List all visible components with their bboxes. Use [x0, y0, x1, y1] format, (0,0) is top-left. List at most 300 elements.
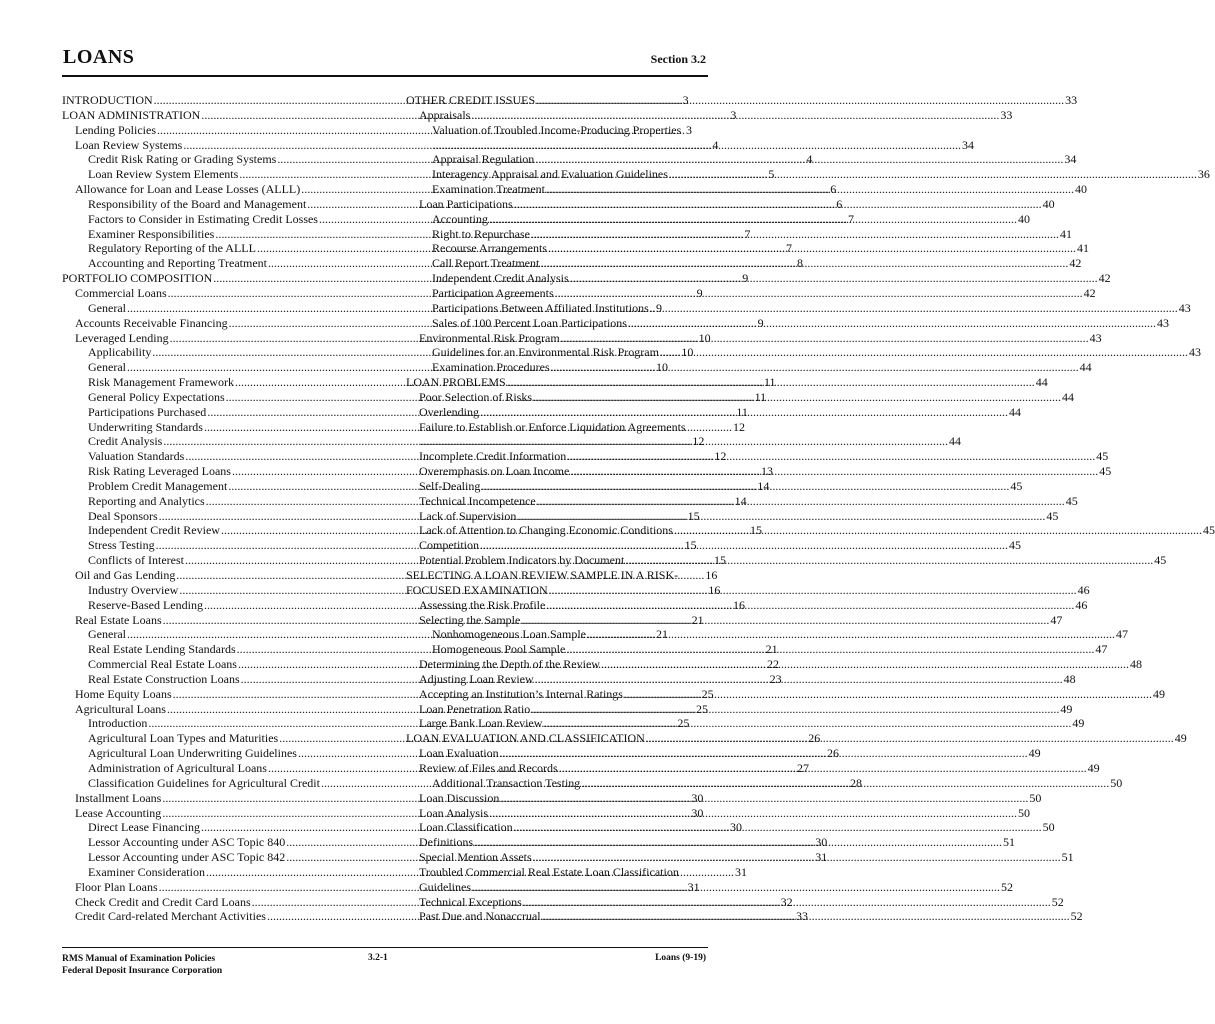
toc-entry-page: 11: [763, 375, 776, 390]
toc-entry-page: 25: [695, 701, 708, 716]
toc-entry-title: Selecting the Sample: [419, 612, 521, 627]
toc-entry[interactable]: [406, 226, 1072, 242]
toc-entry-page: 45: [1154, 553, 1167, 568]
dot-leader: [551, 360, 1079, 375]
toc-entry-title: Potential Problem Indicators by Document: [419, 553, 625, 568]
toc-entry-page: 16: [732, 597, 745, 612]
toc-entry-page: 40: [1042, 196, 1055, 211]
toc-entry[interactable]: [406, 256, 1082, 271]
toc-entry-page: 26: [808, 731, 821, 746]
toc-entry-page: 31: [687, 879, 700, 894]
toc-entry-title: Independent Credit Analysis: [432, 271, 569, 286]
toc-entry-title: Review of Files and Records: [419, 760, 558, 775]
dot-leader: [535, 152, 1063, 167]
toc-entry-title: Administration of Agricultural Loans: [88, 760, 267, 775]
toc-entry-title: INTRODUCTION: [62, 93, 153, 107]
footer-publication: [62, 953, 222, 977]
toc-entry-page: 11: [754, 389, 767, 404]
dot-leader: [674, 523, 1202, 538]
toc-entry-page: 3: [686, 122, 692, 137]
dot-leader: [420, 434, 948, 449]
dot-leader: [549, 583, 1077, 598]
toc-entry-title: Valuation Standards: [88, 449, 185, 464]
dot-leader: [546, 182, 1074, 197]
toc-entry-page: 42: [1098, 271, 1111, 286]
toc-entry-title: Interagency Appraisal and Evaluation Guidelines: [432, 167, 668, 182]
toc-entry-page: 28: [849, 775, 862, 790]
toc-entry-title: OTHER CREDIT ISSUES: [406, 93, 536, 107]
dot-leader: [537, 494, 1065, 509]
toc-entry-title: Overlending: [419, 404, 479, 419]
toc-entry-title: Loan Evaluation: [419, 746, 499, 761]
dot-leader: [500, 746, 1028, 761]
toc-entry[interactable]: [62, 434, 705, 449]
toc-entry-title: Loan Review System Elements: [88, 167, 239, 182]
toc-entry[interactable]: [406, 716, 1085, 731]
toc-entry-title: Oil and Gas Lending: [75, 568, 176, 582]
toc-entry-title: General: [88, 360, 126, 375]
toc-entry-title: Loan Classification: [419, 820, 513, 835]
toc-entry-title: Past Due and Nonaccrual: [419, 909, 541, 924]
toc-entry-title: Accounts Receivable Financing: [75, 315, 228, 330]
toc-entry-page: 15: [713, 553, 726, 568]
toc-entry-page: 47: [1050, 612, 1063, 627]
toc-entry-title: Accounting and Reporting Treatment: [88, 256, 267, 271]
toc-entry-title: Lessor Accounting under ASC Topic 840: [88, 835, 286, 850]
toc-entry-page: 34: [962, 137, 974, 152]
dot-leader: [646, 731, 1174, 746]
toc-entry-page: 41: [1076, 241, 1089, 256]
toc-entry-title: Installment Loans: [75, 790, 162, 805]
toc-entry-title: LOAN ADMINISTRATION: [62, 107, 201, 122]
toc-entry-page: 45: [1009, 538, 1021, 553]
toc-entry-page: 50: [1029, 790, 1042, 805]
toc-entry-title: Large Bank Loan Review: [419, 716, 543, 731]
toc-entry-title: Examination Procedures: [432, 360, 550, 375]
toc-entry-page: 40: [1018, 211, 1030, 226]
toc-entry-title: Sales of 100 Percent Loan Participations: [432, 315, 627, 330]
toc-entry-title: Floor Plan Loans: [75, 879, 158, 894]
dot-leader: [650, 301, 1178, 316]
toc-entry-page: 45: [1046, 508, 1059, 523]
toc-entry-page: 26: [826, 746, 839, 761]
toc-entry-page: 45: [1010, 478, 1023, 493]
toc-entry-title: Allowance for Loan and Lease Losses (ALLL): [75, 182, 301, 197]
toc-entry-page: 45: [1099, 464, 1112, 479]
toc-entry-title: Guidelines for an Environmental Risk Program: [432, 345, 659, 360]
chapter-title: LOANS: [63, 46, 135, 68]
dot-leader: [566, 642, 1094, 657]
toc-entry-title: Underwriting Standards: [88, 419, 203, 434]
toc-entry-page: 16: [708, 582, 721, 597]
toc-entry-continuation: [406, 137, 974, 153]
toc-entry-title: Accepting an Institution’s Internal Ratings: [419, 686, 623, 701]
toc-entry[interactable]: [406, 568, 706, 583]
toc-entry-title: Appraisals: [419, 107, 471, 122]
footer-agency-name: Federal Deposit Insurance Corporation: [62, 966, 223, 976]
toc-entry-page: 44: [1079, 360, 1092, 375]
toc-entry-title: Real Estate Construction Loans: [88, 671, 240, 686]
toc-entry-title: Loan Review Systems: [75, 137, 183, 152]
toc-entry-title: General: [88, 627, 126, 642]
toc-entry-title: Commercial Loans: [75, 285, 167, 300]
toc-entry-title: Industry Overview: [88, 582, 179, 597]
toc-entry-title: Regulatory Reporting of the ALLL: [88, 241, 256, 256]
dot-leader: [489, 212, 1017, 227]
dot-leader: [540, 256, 1068, 271]
toc-entry-page: 42: [1069, 256, 1082, 271]
toc-entry-page: 8: [796, 256, 803, 271]
footer-manual-name: RMS Manual of Examination Policies: [62, 954, 216, 964]
toc-entry[interactable]: [406, 345, 1201, 360]
toc-entry-title: Troubled Commercial Real Estate Loan Classification: [419, 864, 679, 879]
toc-entry[interactable]: [406, 182, 1087, 197]
toc-entry[interactable]: [406, 123, 706, 138]
toc-entry-continuation: [406, 879, 1013, 895]
header-rule: [62, 75, 708, 77]
toc-entry-title: Poor Selection of Risks: [419, 389, 532, 404]
toc-entry[interactable]: [406, 211, 1030, 227]
toc-entry-title: Additional Transaction Testing: [432, 775, 581, 790]
toc-entry-page: 12: [692, 434, 705, 449]
toc-entry-title: Lack of Attention to Changing Economic Conditions: [419, 523, 673, 538]
toc-entry-title: Technical Incompetence: [419, 493, 536, 508]
toc-entry-page: 34: [1064, 152, 1077, 167]
toc-entry-title: Agricultural Loan Underwriting Guidelines: [88, 746, 297, 761]
dot-leader: [507, 375, 1035, 390]
toc-entry-title: Failure to Establish or Enforce Liquidation Agreements: [419, 419, 686, 434]
toc-entry[interactable]: [406, 241, 1089, 256]
toc-entry-title-continued: FOCUSED EXAMINATION: [406, 582, 548, 597]
toc-entry-page: 4: [712, 137, 719, 152]
toc-entry-page: 9: [742, 271, 749, 286]
toc-entry-title: Examiner Responsibilities: [88, 226, 215, 241]
dot-leader: [570, 271, 1098, 286]
dot-leader: [548, 241, 1076, 256]
toc-entry-page: 16: [705, 568, 718, 582]
toc-entry-title: Classification Guidelines for Agricultural Credit: [88, 775, 320, 790]
toc-entry-page: 52: [1051, 894, 1064, 909]
toc-entry-title: Special Mention Assets: [419, 850, 532, 865]
toc-entry-title: Leveraged Lending: [75, 330, 169, 345]
toc-entry-title: Responsibility of the Board and Management: [88, 196, 307, 211]
toc-entry-title: Appraisal Regulation: [432, 152, 535, 167]
dot-leader: [472, 880, 1000, 895]
toc-entry-title: Home Equity Loans: [75, 686, 172, 701]
toc-entry-page: 49: [1072, 716, 1085, 731]
toc-entry-title: Participations Between Affiliated Institutions: [432, 300, 649, 315]
dot-leader: [471, 108, 999, 123]
toc-entry-page: 5: [768, 167, 775, 182]
toc-entry-page: 21: [655, 627, 668, 642]
toc-entry[interactable]: [406, 300, 1191, 316]
dot-leader: [533, 850, 1061, 865]
toc-entry-title: Lease Accounting: [75, 805, 162, 820]
dot-leader: [489, 806, 1017, 821]
toc-entry-title: Recourse Arrangements: [432, 241, 547, 256]
toc-entry[interactable]: [62, 137, 719, 153]
toc-entry-page: 30: [729, 820, 742, 835]
toc-entry-title: Commercial Real Estate Loans: [88, 657, 237, 672]
dot-leader: [542, 909, 1070, 924]
dot-leader: [531, 702, 1059, 717]
toc-entry-page: 49: [1028, 746, 1041, 761]
dot-leader: [517, 509, 1045, 524]
toc-entry[interactable]: [406, 865, 706, 880]
toc-entry-title: Adjusting Loan Review: [419, 671, 534, 686]
toc-entry-page: 51: [1003, 835, 1015, 850]
dot-leader: [500, 791, 1028, 806]
toc-entry-page: 49: [1060, 701, 1073, 716]
toc-entry-page: 21: [691, 612, 704, 627]
toc-entry-title: Environmental Risk Program: [419, 330, 560, 345]
toc-entry-page: 3: [730, 107, 737, 122]
toc-entry-page: 23: [769, 671, 782, 686]
toc-entry[interactable]: [406, 805, 1030, 821]
toc-entry-page: 10: [698, 330, 711, 345]
toc-entry-page: 7: [847, 211, 854, 226]
toc-entry-page: 13: [760, 464, 773, 479]
toc-entry-page: 33: [1000, 107, 1013, 122]
dot-leader: [624, 687, 1152, 702]
toc-entry-title: Definitions: [419, 835, 473, 850]
toc-entry-title: Lending Policies: [75, 122, 156, 137]
toc-entry-page: 33: [795, 909, 808, 924]
toc-entry[interactable]: [406, 538, 1021, 553]
toc-entry-title: Loan Analysis: [419, 805, 488, 820]
toc-entry-page: 6: [836, 196, 843, 211]
toc-entry-page: 32: [780, 894, 793, 909]
toc-entry-title: Conflicts of Interest: [88, 553, 184, 568]
dot-leader: [601, 657, 1129, 672]
toc-entry-title: Call Report Treatment: [432, 256, 540, 271]
toc-entry-page: 40: [1075, 182, 1087, 197]
toc-entry-title: Reserve-Based Lending: [88, 597, 203, 612]
dot-leader: [625, 553, 1153, 568]
toc-entry-title: Homogeneous Pool Sample: [432, 642, 566, 657]
toc-entry-page: 7: [744, 226, 751, 241]
toc-entry-title: Incomplete Credit Information: [419, 449, 567, 464]
toc-entry-page: 52: [1001, 879, 1013, 894]
toc-entry-page: 25: [677, 716, 690, 731]
toc-entry-title: Assessing the Risk Profile: [419, 597, 546, 612]
toc-entry-title: Independent Credit Review: [88, 523, 220, 538]
dot-leader: [535, 672, 1063, 687]
dot-leader: [474, 835, 1002, 850]
toc-entry-title: Agricultural Loans: [75, 701, 166, 716]
toc-entry[interactable]: [406, 93, 1078, 108]
toc-entry-page: 52: [1070, 909, 1083, 924]
toc-entry[interactable]: [406, 167, 1210, 182]
dot-leader: [559, 761, 1087, 776]
toc-entry-title: Reporting and Analytics: [88, 493, 205, 508]
toc-entry-title: General Policy Expectations: [88, 389, 225, 404]
toc-entry-page: 7: [785, 241, 792, 256]
toc-entry-title: Competition: [419, 538, 479, 553]
toc-entry-page: 45: [1202, 523, 1215, 538]
toc-entry-page: 50: [1110, 775, 1123, 790]
toc-entry-page: 48: [1129, 657, 1142, 672]
toc-entry-page: 15: [684, 538, 697, 553]
toc-entry-title: Deal Sponsors: [88, 508, 158, 523]
footer-page-number: 3.2-1: [368, 953, 388, 963]
footer-edition: Loans (9-19): [655, 953, 706, 963]
toc-entry-title: Real Estate Lending Standards: [88, 642, 236, 657]
toc-entry[interactable]: [406, 315, 1169, 331]
dot-leader: [555, 286, 1083, 301]
dot-leader: [546, 598, 1074, 613]
toc-entry-page: 11: [736, 404, 748, 419]
toc-entry-page: 44: [1008, 404, 1021, 419]
dot-leader: [481, 479, 1009, 494]
toc-entry-page: 49: [1174, 731, 1187, 746]
toc-entry-title: Loan Discussion: [419, 790, 500, 805]
toc-entry[interactable]: [406, 196, 1055, 212]
toc-entry-title: Credit Analysis: [88, 434, 163, 449]
toc-entry-title: Problem Credit Management: [88, 478, 228, 493]
toc-entry[interactable]: [406, 612, 1063, 628]
toc-entry-page: 45: [1065, 493, 1078, 508]
toc-entry-title: Factors to Consider in Estimating Credit Losses: [88, 211, 318, 226]
toc-entry-title: Overemphasis on Loan Income: [419, 464, 570, 479]
toc-entry-title: Lessor Accounting under ASC Topic 842: [88, 850, 286, 865]
toc-entry-page: 12: [732, 419, 745, 434]
toc-entry-page: 50: [1018, 805, 1030, 820]
toc-entry-title: Check Credit and Credit Card Loans: [75, 894, 251, 909]
dot-leader: [531, 227, 1059, 242]
toc-entry-title: Valuation of Troubled Income-Producing Properties: [432, 122, 682, 137]
toc-entry-title: General: [88, 300, 126, 315]
toc-entry-page: 3: [682, 93, 689, 107]
toc-entry-page: 30: [815, 835, 828, 850]
toc-entry[interactable]: [406, 285, 1096, 301]
toc-entry-page: 43: [1188, 345, 1201, 360]
toc-entry-title: Direct Lease Financing: [88, 820, 200, 835]
toc-entry-page: 14: [757, 478, 770, 493]
toc-entry-page: 42: [1083, 285, 1096, 300]
dot-leader: [669, 167, 1197, 182]
toc-entry-page: 33: [1065, 93, 1078, 107]
toc-entry-title: LOAN EVALUATION AND CLASSIFICATION: [406, 731, 645, 746]
toc-entry-page: 43: [1156, 315, 1169, 330]
toc-entry-title: PORTFOLIO COMPOSITION: [62, 271, 213, 286]
dot-leader: [561, 331, 1089, 346]
toc-entry-page: 21: [765, 642, 778, 657]
toc-entry-title: Introduction: [88, 716, 148, 731]
toc-entry[interactable]: [406, 701, 1073, 717]
toc-entry-title: Self-Dealing: [419, 478, 481, 493]
dot-leader: [521, 613, 1049, 628]
toc-entry-page: 48: [1063, 671, 1076, 686]
dot-leader: [533, 390, 1061, 405]
dot-leader: [567, 449, 1095, 464]
dot-leader: [581, 776, 1109, 791]
dot-leader: [523, 895, 1051, 910]
toc-entry-page: 25: [701, 686, 714, 701]
toc-entry-page: 46: [1075, 597, 1088, 612]
toc-entry[interactable]: [406, 508, 1059, 524]
toc-entry-page: 22: [766, 657, 779, 672]
dot-leader: [543, 716, 1071, 731]
toc-entry-page: 49: [1152, 686, 1165, 701]
toc-entry-page: 51: [1061, 850, 1074, 865]
toc-entry-page: 9: [696, 285, 703, 300]
toc-entry[interactable]: [406, 420, 706, 435]
dot-leader: [587, 627, 1115, 642]
dot-leader: [660, 345, 1188, 360]
toc-entry[interactable]: [406, 152, 1077, 167]
toc-entry-title: Accounting: [432, 211, 488, 226]
toc-entry-title: Stress Testing: [88, 538, 155, 553]
toc-entry-page: 43: [1089, 330, 1102, 345]
toc-entry-page: 46: [1077, 582, 1090, 597]
toc-entry-page: 10: [681, 345, 694, 360]
toc-entry-title: Nonhomogeneous Loan Sample: [432, 627, 586, 642]
toc-entry-title: Loan Participations: [419, 196, 513, 211]
dot-leader: [433, 138, 961, 153]
toc-entry-page: 41: [1059, 226, 1072, 241]
dot-leader: [514, 820, 1042, 835]
toc-entry-page: 12: [714, 449, 727, 464]
toc-entry-title: Determining the Depth of the Review: [419, 657, 600, 672]
toc-entry-title: Loan Penetration Ratio: [419, 701, 531, 716]
toc-entry-page: 6: [830, 182, 837, 197]
toc-entry-page: 44: [1035, 375, 1048, 390]
toc-entry-title: Real Estate Loans: [75, 612, 162, 627]
toc-entry-title: Credit Risk Rating or Grading Systems: [88, 152, 277, 167]
toc-entry-title: Examiner Consideration: [88, 864, 205, 879]
toc-entry-page: 47: [1095, 642, 1108, 657]
toc-entry-title-continued: Guidelines: [419, 879, 471, 894]
toc-entry-title: Credit Card-related Merchant Activities: [75, 909, 266, 924]
toc-entry[interactable]: [406, 360, 1092, 375]
toc-entry[interactable]: [406, 271, 1111, 286]
toc-entry-title: Agricultural Loan Types and Maturities: [88, 731, 279, 746]
toc-entry-title: Risk Rating Leveraged Loans: [88, 464, 231, 479]
toc-entry-page: 31: [734, 864, 747, 879]
toc-entry-title: Participations Purchased: [88, 404, 207, 419]
dot-leader: [570, 464, 1098, 479]
toc-entry-page: 44: [949, 434, 961, 449]
toc-entry-page: 9: [655, 300, 662, 315]
dot-leader: [480, 538, 1008, 553]
toc-entry-page: 44: [1062, 389, 1074, 404]
toc-entry[interactable]: [406, 107, 1013, 123]
dot-leader: [480, 405, 1008, 420]
toc-entry-page: 30: [691, 790, 704, 805]
toc-entry-page: 9: [757, 315, 764, 330]
dot-leader: [514, 197, 1042, 212]
section-number: Section 3.2: [650, 52, 706, 66]
toc-entry-page: 43: [1178, 300, 1191, 315]
toc-entry-page: 15: [687, 508, 700, 523]
toc-entry-title: Technical Exceptions: [419, 894, 522, 909]
toc-entry-title: Lack of Supervision: [419, 508, 517, 523]
toc-entry-title: Right to Repurchase: [432, 226, 530, 241]
dot-leader: [536, 93, 1064, 108]
toc-entry-title: Examination Treatment: [432, 182, 545, 197]
toc-entry[interactable]: [406, 790, 1042, 806]
toc-entry-page: 27: [796, 760, 809, 775]
toc-entry[interactable]: [406, 330, 1102, 346]
toc-entry-page: 47: [1115, 627, 1128, 642]
toc-entry-page: 50: [1042, 820, 1055, 835]
footer-rule: [62, 947, 708, 948]
toc-entry-page: 30: [691, 805, 704, 820]
toc-entry[interactable]: [406, 627, 1128, 642]
toc-entry-title: Applicability: [88, 345, 152, 360]
toc-entry-page: 4: [806, 152, 813, 167]
